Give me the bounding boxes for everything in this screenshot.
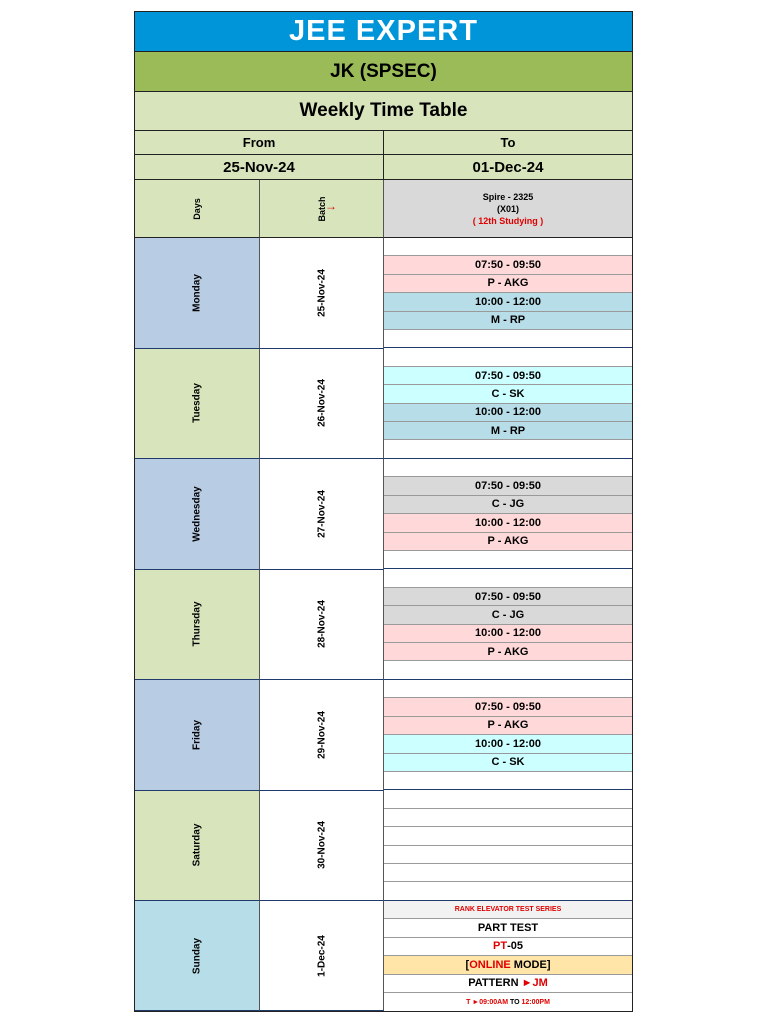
- timetable-sheet: [134, 11, 633, 1012]
- to-date: 01-Dec-24: [472, 158, 544, 176]
- time-arrow-icon: ►: [472, 998, 480, 1006]
- test-series-cell: [384, 901, 632, 919]
- schedule-slot: [384, 404, 632, 422]
- day-cell-saturday: [135, 791, 260, 902]
- from-label-cell: [135, 131, 384, 155]
- slot-text: M - RP: [490, 314, 526, 327]
- pattern-cell: [384, 975, 632, 993]
- to-date-cell: [384, 155, 632, 180]
- schedule-slot: [384, 422, 632, 440]
- schedule-slot: [384, 606, 632, 624]
- batch-header-label: Batch: [316, 195, 327, 222]
- schedule-slot: [384, 625, 632, 643]
- schedule-slot: [384, 385, 632, 403]
- part-test-label: PART TEST: [477, 922, 539, 935]
- schedule-slot: [384, 662, 632, 680]
- day-name: Monday: [191, 273, 203, 312]
- day-cell-tuesday: [135, 349, 260, 460]
- day-name: Thursday: [191, 601, 203, 647]
- day-cell-wednesday: [135, 459, 260, 570]
- to-label: To: [500, 135, 516, 150]
- date-text: 1-Dec-24: [316, 934, 327, 977]
- schedule-slot: [384, 698, 632, 716]
- batch-arrow-icon: →: [325, 199, 337, 213]
- date-text: 28-Nov-24: [316, 600, 327, 649]
- mode-open: [: [465, 958, 470, 971]
- batch-code: (X01): [496, 203, 519, 214]
- date-cell-friday: [260, 680, 384, 791]
- schedule-slot: [384, 238, 632, 256]
- batch-info-cell: [384, 180, 632, 238]
- day-cell-thursday: [135, 570, 260, 681]
- slot-text: 10:00 - 12:00: [474, 737, 542, 750]
- day-cell-monday: [135, 238, 260, 349]
- day-cell-sunday: [135, 901, 260, 1011]
- mode-close: ]: [546, 958, 551, 971]
- schedule-slot: [384, 293, 632, 311]
- day-name: Saturday: [191, 823, 203, 867]
- date-cell-saturday: [260, 791, 384, 902]
- slot-text: 10:00 - 12:00: [474, 295, 542, 308]
- schedule-slot: [384, 809, 632, 827]
- schedule-slot: [384, 514, 632, 532]
- time-to: TO: [508, 998, 522, 1006]
- branch-name: JK (SPSEC): [330, 60, 437, 82]
- date-text: 26-Nov-24: [316, 379, 327, 428]
- time-t: T: [466, 998, 473, 1006]
- title-text: Weekly Time Table: [299, 100, 468, 121]
- days-header: [135, 180, 260, 238]
- from-label: From: [242, 135, 276, 150]
- from-date-cell: [135, 155, 384, 180]
- schedule-slot: [384, 275, 632, 293]
- schedule-slot: [384, 441, 632, 459]
- schedule-slot: [384, 551, 632, 569]
- pattern-value: JM: [532, 977, 548, 990]
- schedule-slot: [384, 735, 632, 753]
- schedule-slot: [384, 754, 632, 772]
- schedule-slot: [384, 459, 632, 477]
- pt-prefix: PT: [493, 940, 508, 953]
- schedule-slot: [384, 883, 632, 901]
- slot-text: 07:50 - 09:50: [474, 701, 542, 714]
- day-name: Friday: [191, 719, 203, 750]
- schedule-slot: [384, 349, 632, 367]
- mode-word: MODE: [510, 958, 547, 971]
- time-start: 09:00AM: [479, 998, 509, 1006]
- slot-text: 07:50 - 09:50: [474, 590, 542, 603]
- schedule-slot: [384, 791, 632, 809]
- part-test-cell: [384, 919, 632, 937]
- day-name: Sunday: [191, 937, 203, 974]
- batch-header: [260, 180, 384, 238]
- slot-text: 10:00 - 12:00: [474, 627, 542, 640]
- schedule-slot: [384, 256, 632, 274]
- time-end: 12:00PM: [521, 998, 550, 1006]
- schedule-slot: [384, 367, 632, 385]
- slot-text: 07:50 - 09:50: [474, 259, 542, 272]
- date-cell-monday: [260, 238, 384, 349]
- to-label-cell: [384, 131, 632, 155]
- slot-text: 07:50 - 09:50: [474, 369, 542, 382]
- schedule-slot: [384, 643, 632, 661]
- slot-text: P - AKG: [487, 277, 529, 290]
- slot-text: C - SK: [491, 387, 525, 400]
- mode-online: ONLINE: [469, 958, 511, 971]
- brand-banner: [135, 12, 632, 52]
- schedule-slot: [384, 496, 632, 514]
- from-date: 25-Nov-24: [223, 158, 295, 176]
- date-text: 27-Nov-24: [316, 489, 327, 538]
- schedule-slot: [384, 680, 632, 698]
- date-cell-sunday: [260, 901, 384, 1011]
- date-text: 25-Nov-24: [316, 268, 327, 317]
- slot-text: 10:00 - 12:00: [474, 406, 542, 419]
- slot-text: C - JG: [491, 498, 525, 511]
- schedule-slot: [384, 588, 632, 606]
- branch-header: [135, 52, 632, 92]
- slot-text: P - AKG: [487, 645, 529, 658]
- schedule-slot: [384, 846, 632, 864]
- slot-text: P - AKG: [487, 535, 529, 548]
- brand-name: JEE EXPERT: [289, 15, 478, 47]
- schedule-slot: [384, 477, 632, 495]
- date-text: 29-Nov-24: [316, 710, 327, 759]
- test-series-label: RANK ELEVATOR TEST SERIES: [454, 906, 562, 914]
- page-title: [135, 92, 632, 131]
- schedule-slot: [384, 772, 632, 790]
- schedule-slot: [384, 827, 632, 845]
- schedule-slot: [384, 717, 632, 735]
- day-cell-friday: [135, 680, 260, 791]
- test-time-cell: [384, 993, 632, 1011]
- slot-text: 07:50 - 09:50: [474, 480, 542, 493]
- day-name: Tuesday: [191, 383, 203, 424]
- days-header-label: Days: [192, 197, 202, 220]
- schedule-slot: [384, 312, 632, 330]
- slot-text: C - SK: [491, 756, 525, 769]
- date-text: 30-Nov-24: [316, 821, 327, 870]
- mode-cell: [384, 956, 632, 974]
- slot-text: C - JG: [491, 608, 525, 621]
- day-name: Wednesday: [191, 486, 203, 542]
- schedule-slot: [384, 330, 632, 348]
- slot-text: M - RP: [490, 424, 526, 437]
- pattern-label: PATTERN: [468, 977, 522, 990]
- slot-text: 10:00 - 12:00: [474, 516, 542, 529]
- batch-note: ( 12th Studying ): [472, 215, 544, 226]
- pt-number-cell: [384, 938, 632, 956]
- pt-number: -05: [507, 940, 523, 953]
- pattern-arrow-icon: ►: [521, 977, 533, 990]
- date-cell-tuesday: [260, 349, 384, 460]
- schedule-slot: [384, 533, 632, 551]
- slot-text: P - AKG: [487, 719, 529, 732]
- schedule-slot: [384, 864, 632, 882]
- date-cell-thursday: [260, 570, 384, 681]
- schedule-slot: [384, 570, 632, 588]
- date-cell-wednesday: [260, 459, 384, 570]
- batch-name: Spire - 2325: [482, 191, 534, 202]
